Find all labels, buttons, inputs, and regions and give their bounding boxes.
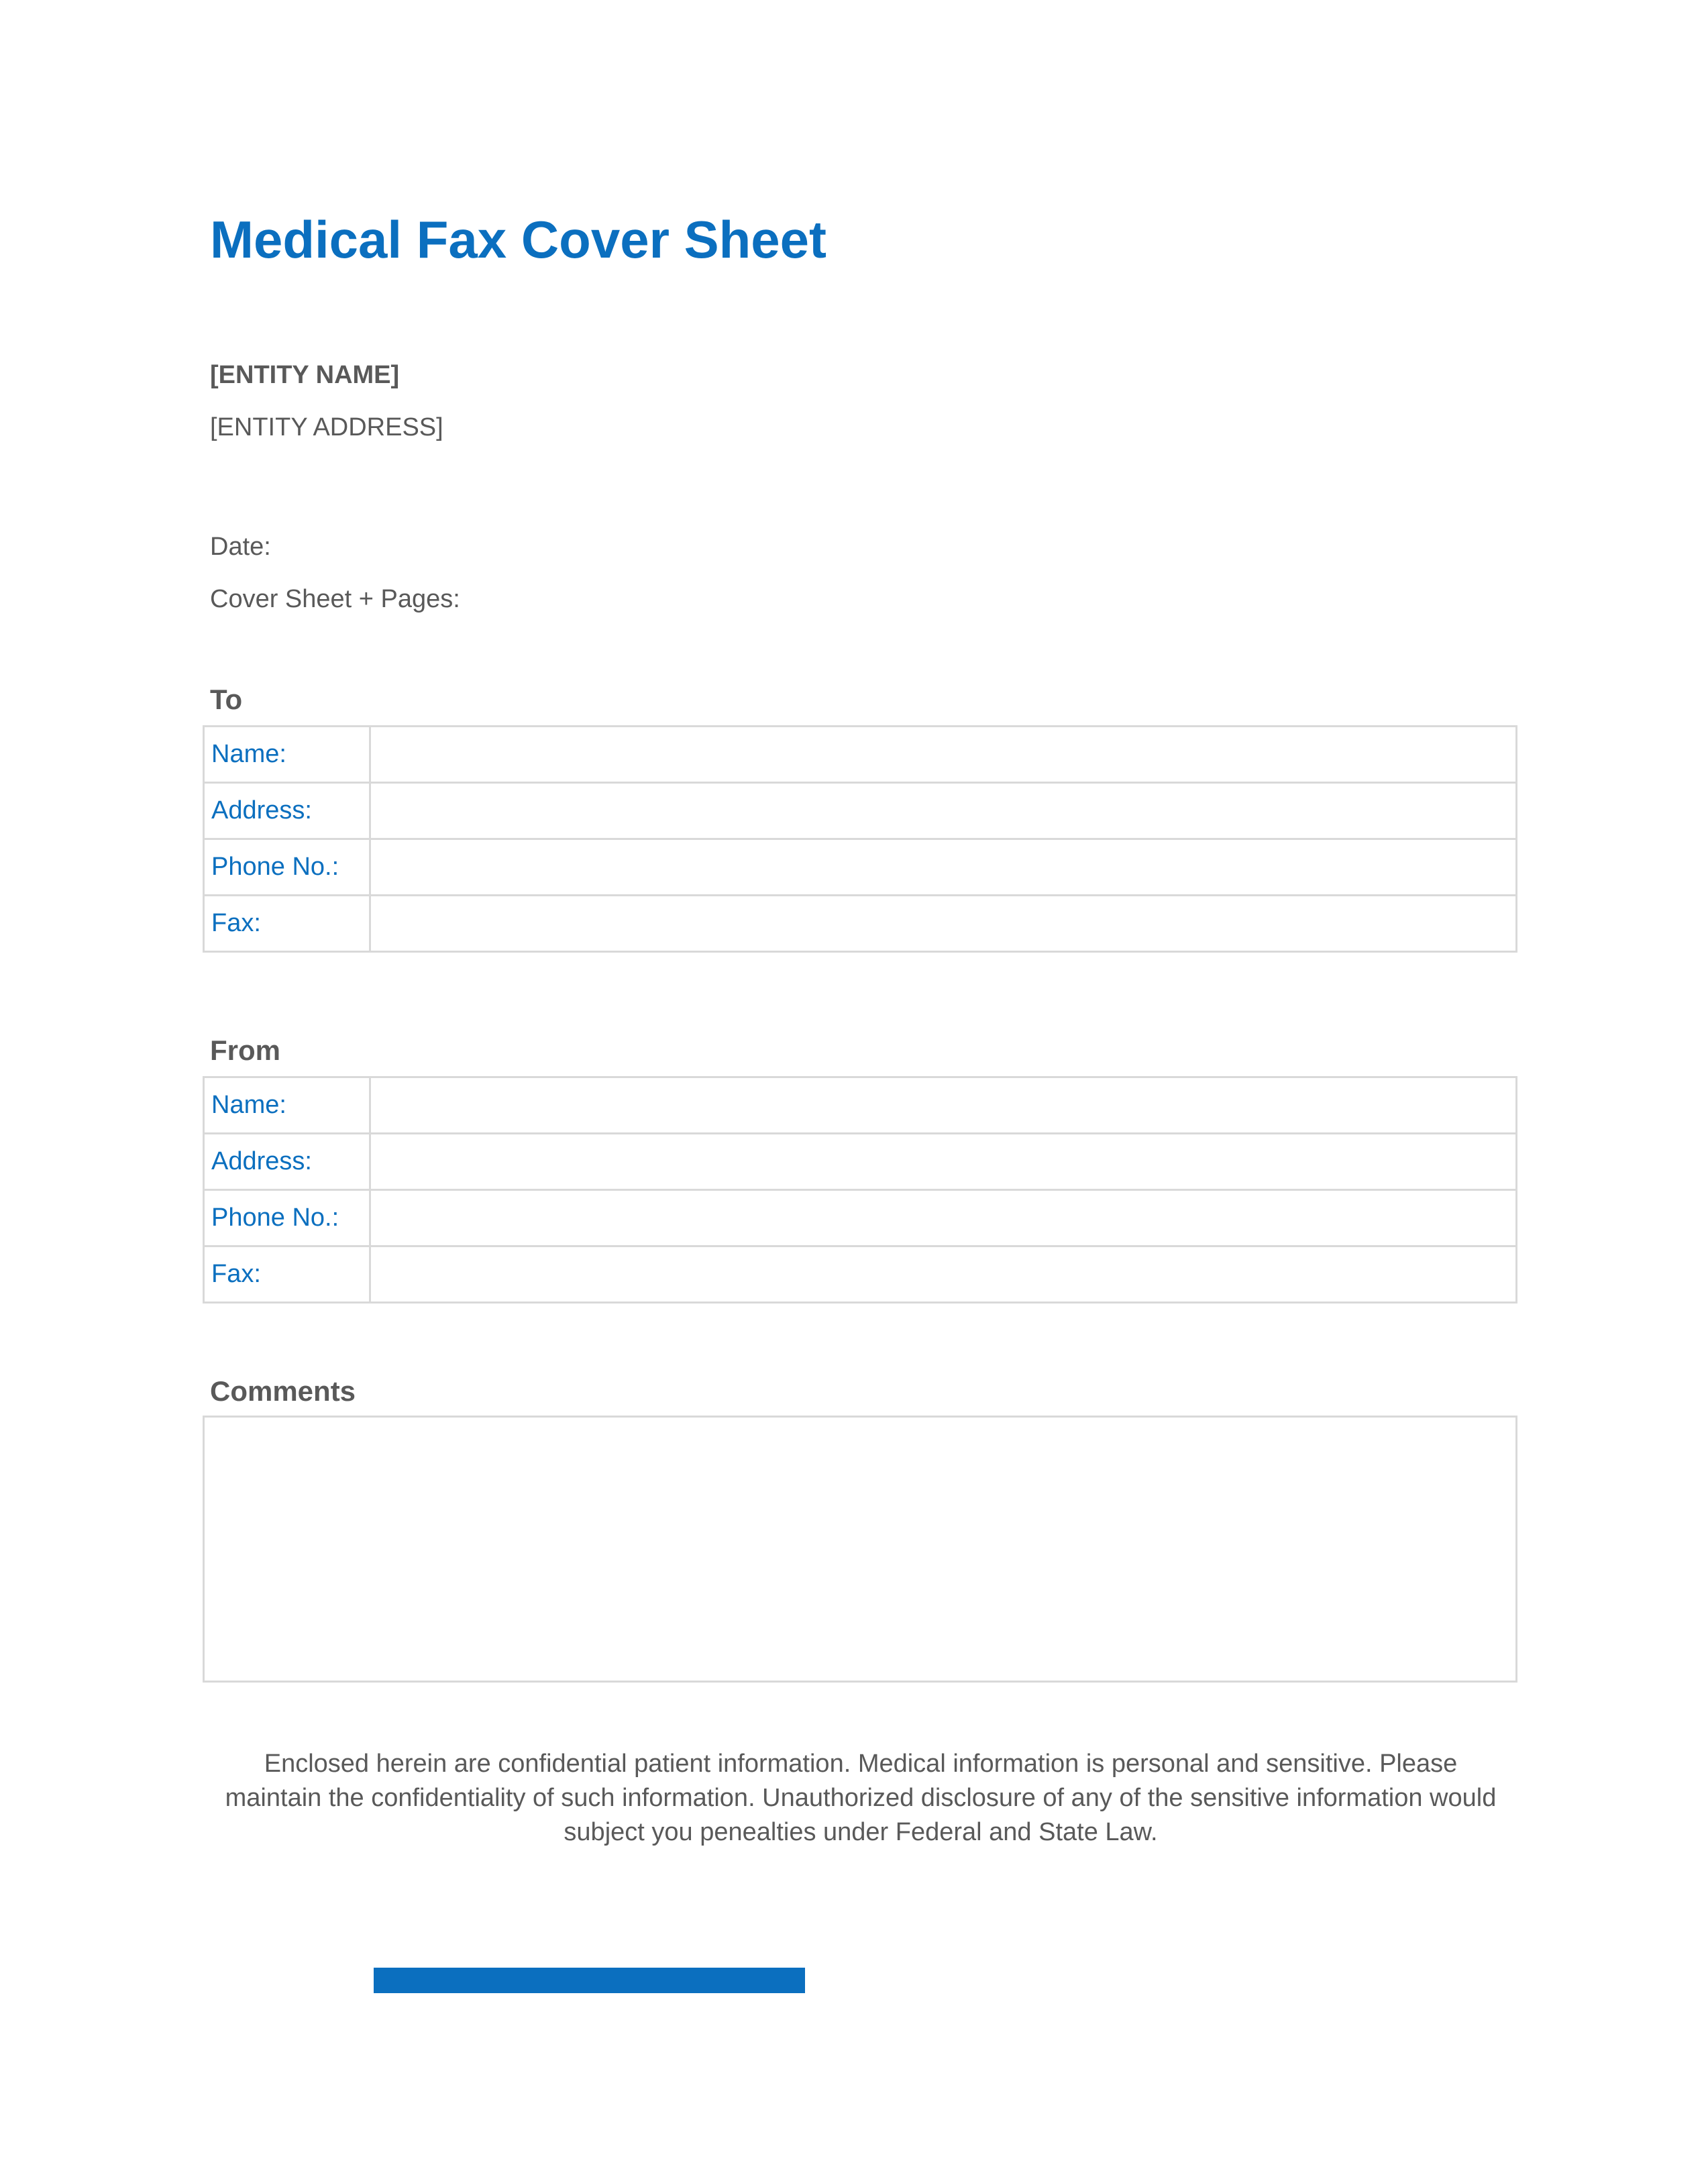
pages-count-label: Cover Sheet + Pages: [210, 585, 460, 613]
table-row [204, 1246, 1517, 1303]
from-address-field[interactable] [370, 1134, 1517, 1190]
from-heading: From [210, 1034, 280, 1066]
entity-name: [ENTITY NAME] [210, 361, 400, 389]
table-row [204, 783, 1517, 839]
to-name-label: Name: [204, 727, 370, 783]
to-fax-label: Fax: [204, 896, 370, 952]
to-address-field[interactable] [370, 783, 1517, 839]
table-row [204, 727, 1517, 783]
to-phone-field[interactable] [370, 839, 1517, 896]
comments-heading: Comments [210, 1375, 356, 1407]
page-title: Medical Fax Cover Sheet [210, 210, 827, 269]
from-name-field[interactable] [370, 1077, 1517, 1134]
to-address-label: Address: [204, 783, 370, 839]
table-row [204, 896, 1517, 952]
from-address-label: Address: [204, 1134, 370, 1190]
comments-field[interactable] [203, 1416, 1517, 1683]
date-label: Date: [210, 533, 271, 561]
from-fax-field[interactable] [370, 1246, 1517, 1303]
from-table [203, 1076, 1517, 1304]
to-phone-label: Phone No.: [204, 839, 370, 896]
accent-bar [374, 1968, 805, 1993]
to-name-field[interactable] [370, 727, 1517, 783]
table-row [204, 839, 1517, 896]
to-table [203, 725, 1517, 953]
to-fax-field[interactable] [370, 896, 1517, 952]
confidentiality-disclaimer: Enclosed herein are confidential patient information. Medical information is personal and sensitive. Please maintain the confidentiality of such information. Unauthorized disclosure of any of the sensitive information would subject you penealties under Federal and State Law. [225, 1750, 1497, 1846]
from-fax-label: Fax: [204, 1246, 370, 1303]
table-row [204, 1134, 1517, 1190]
from-phone-label: Phone No.: [204, 1190, 370, 1246]
to-heading: To [210, 684, 243, 715]
table-row [204, 1190, 1517, 1246]
entity-address: [ENTITY ADDRESS] [210, 413, 443, 441]
from-phone-field[interactable] [370, 1190, 1517, 1246]
table-row [204, 1077, 1517, 1134]
from-name-label: Name: [204, 1077, 370, 1134]
